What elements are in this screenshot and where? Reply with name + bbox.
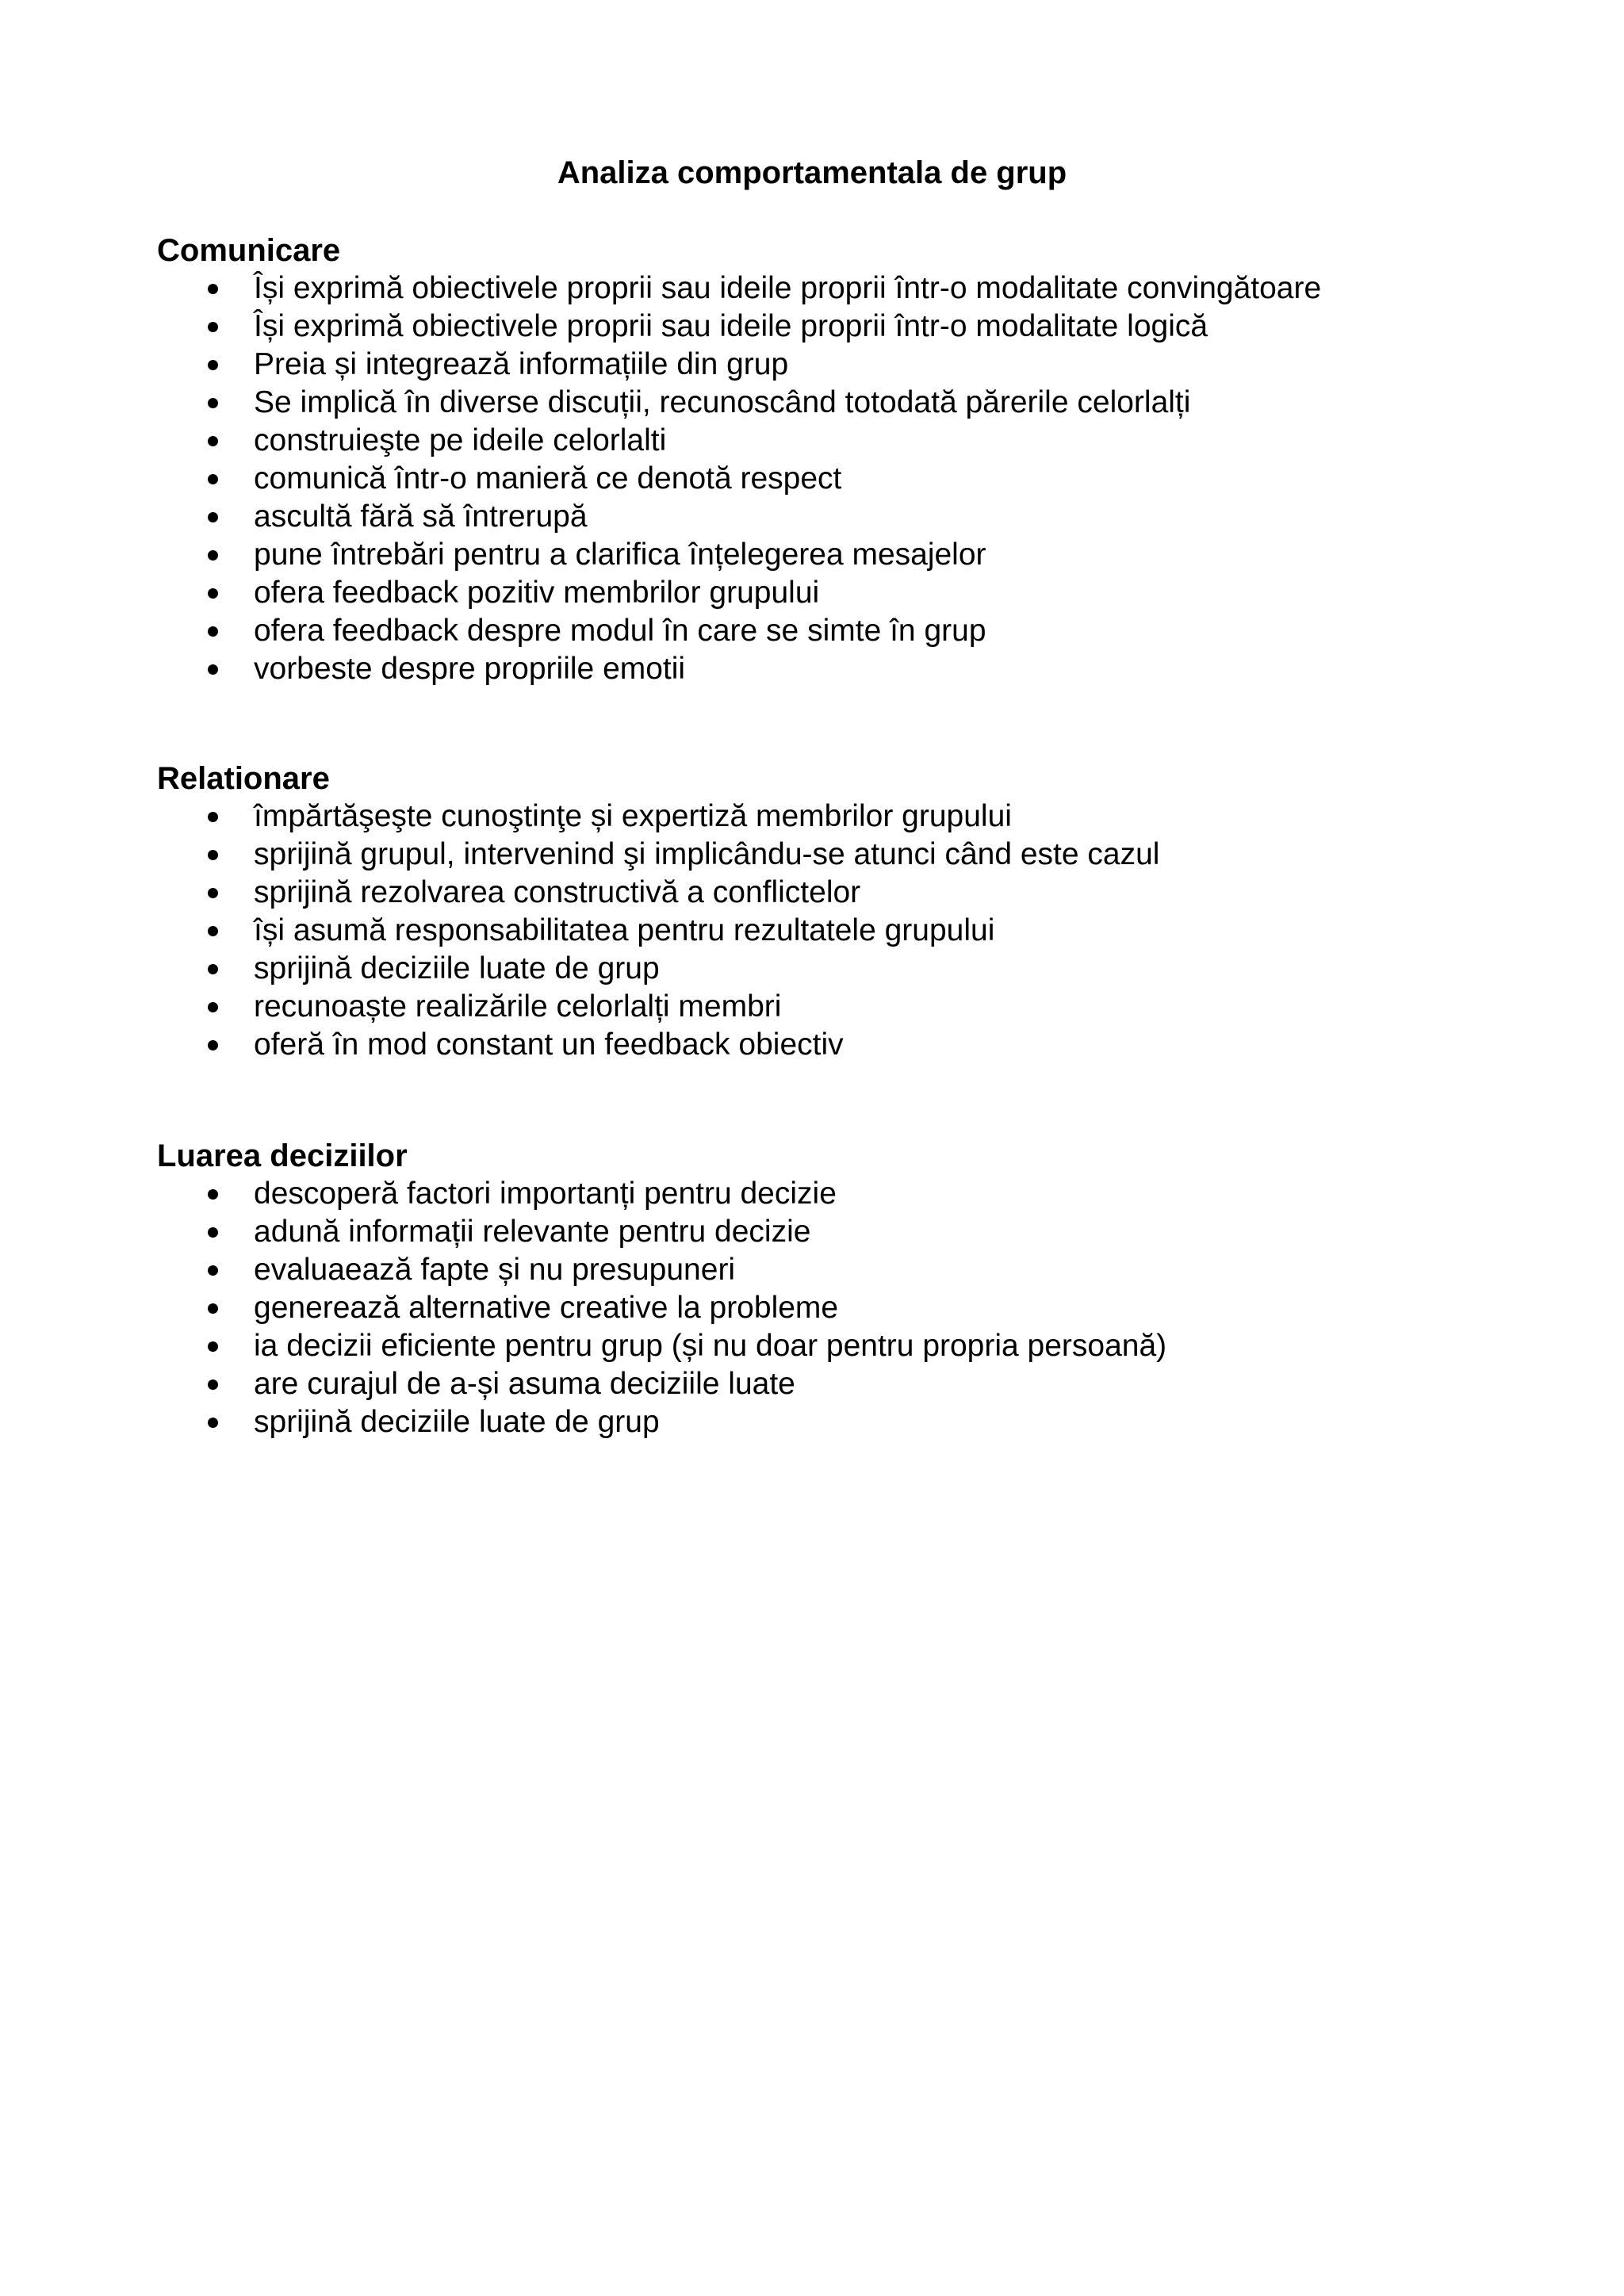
bullet-icon xyxy=(208,322,218,332)
list-item: Își exprimă obiectivele proprii sau ideile proprii într-o modalitate logică xyxy=(157,308,1505,346)
section-luarea-deciziilor xyxy=(157,1137,1505,1441)
bullet-icon xyxy=(208,888,218,898)
list-item: Se implică în diverse discuții, recunoscând totodată părerile celorlalți xyxy=(157,384,1505,422)
bullet-icon xyxy=(208,398,218,408)
bullet-icon xyxy=(208,626,218,637)
document-title: Analiza comportamentala de grup xyxy=(557,155,1067,190)
bullet-icon xyxy=(208,1189,218,1200)
list-item: adună informații relevante pentru decizie xyxy=(157,1213,1505,1251)
bullet-icon xyxy=(208,1418,218,1428)
list-item: generează alternative creative la probleme xyxy=(157,1289,1505,1327)
list-item: ofera feedback pozitiv membrilor grupului xyxy=(157,574,1505,612)
list-item: ascultă fără să întrerupă xyxy=(157,498,1505,536)
list-item: sprijină rezolvarea constructivă a conflictelor xyxy=(157,874,1505,912)
section-heading: Comunicare xyxy=(157,233,341,268)
bullet-icon xyxy=(208,964,218,974)
section-relationare xyxy=(157,760,1505,1064)
bullet-list xyxy=(157,798,1505,1064)
list-item: ia decizii eficiente pentru grup (și nu doar pentru propria persoană) xyxy=(157,1327,1505,1365)
bullet-icon xyxy=(208,1227,218,1238)
bullet-icon xyxy=(208,512,218,522)
bullet-icon xyxy=(208,850,218,860)
section-heading: Luarea deciziilor xyxy=(157,1138,408,1173)
section-comunicare xyxy=(157,232,1505,688)
bullet-icon xyxy=(208,360,218,370)
list-item: împărtăşeşte cunoştinţe și expertiză membrilor grupului xyxy=(157,798,1505,836)
list-item: oferă în mod constant un feedback obiectiv xyxy=(157,1026,1505,1064)
bullet-icon xyxy=(208,812,218,822)
bullet-icon xyxy=(208,550,218,561)
bullet-icon xyxy=(208,436,218,446)
section-heading: Relationare xyxy=(157,761,330,796)
list-item: descoperă factori importanți pentru decizie xyxy=(157,1175,1505,1213)
bullet-list xyxy=(157,270,1505,688)
bullet-icon xyxy=(208,1303,218,1314)
bullet-icon xyxy=(208,284,218,294)
list-item: Își exprimă obiectivele proprii sau ideile proprii într-o modalitate convingătoare xyxy=(157,270,1505,308)
list-item: comunică într-o manieră ce denotă respect xyxy=(157,460,1505,498)
list-item: ofera feedback despre modul în care se simte în grup xyxy=(157,612,1505,650)
list-item: pune întrebări pentru a clarifica înțelegerea mesajelor xyxy=(157,536,1505,574)
bullet-icon xyxy=(208,1040,218,1050)
bullet-icon xyxy=(208,1265,218,1276)
bullet-icon xyxy=(208,1341,218,1352)
list-item: sprijină deciziile luate de grup xyxy=(157,950,1505,988)
list-item: construieşte pe ideile celorlalti xyxy=(157,422,1505,460)
list-item: are curajul de a-și asuma deciziile luate xyxy=(157,1365,1505,1403)
bullet-list xyxy=(157,1175,1505,1441)
bullet-icon xyxy=(208,474,218,484)
bullet-icon xyxy=(208,664,218,675)
bullet-icon xyxy=(208,588,218,599)
bullet-icon xyxy=(208,1380,218,1390)
list-item: evaluaează fapte și nu presupuneri xyxy=(157,1251,1505,1289)
list-item: recunoaște realizările celorlalți membri xyxy=(157,988,1505,1026)
list-item: sprijină deciziile luate de grup xyxy=(157,1403,1505,1441)
list-item: sprijină grupul, intervenind şi implicându-se atunci când este cazul xyxy=(157,836,1505,874)
bullet-icon xyxy=(208,926,218,936)
list-item: vorbeste despre propriile emotii xyxy=(157,650,1505,688)
list-item: își asumă responsabilitatea pentru rezultatele grupului xyxy=(157,912,1505,950)
bullet-icon xyxy=(208,1002,218,1012)
list-item: Preia și integrează informațiile din grup xyxy=(157,346,1505,384)
